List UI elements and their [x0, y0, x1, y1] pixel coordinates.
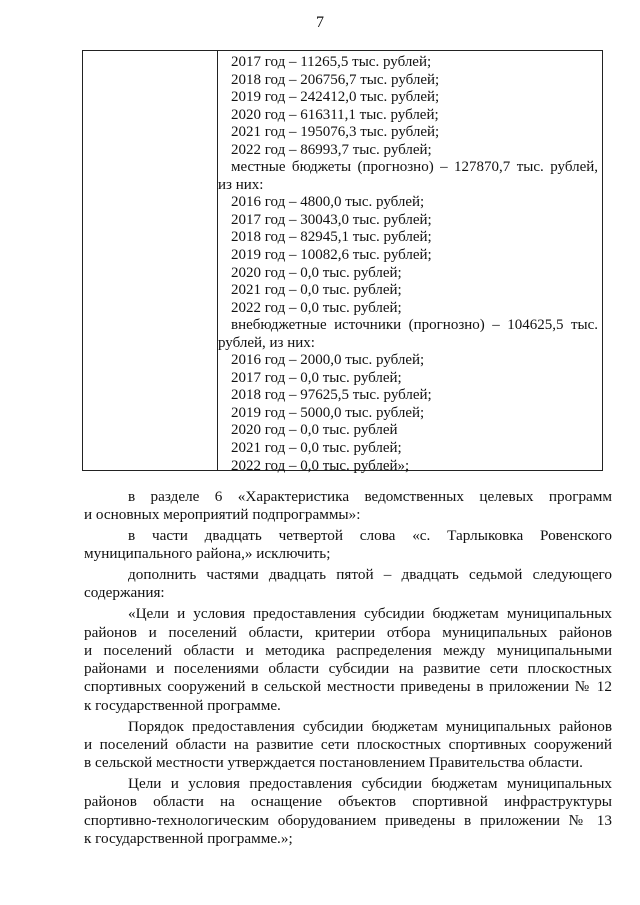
table-line: 2020 год – 0,0 тыс. рублей [231, 422, 398, 439]
table-line: 2019 год – 10082,6 тыс. рублей; [231, 247, 432, 264]
paragraph-line: Порядок предоставления субсидии бюджетам муниципальных районов [128, 717, 612, 735]
paragraph-line: дополнить частями двадцать пятой – двадцать седьмой следующего [128, 566, 612, 584]
paragraph-line: в разделе 6 «Характеристика ведомственных целевых программ [128, 488, 612, 505]
table-line: рублей, из них: [218, 334, 315, 351]
table-line: 2019 год – 242412,0 тыс. рублей; [231, 89, 440, 106]
paragraph [84, 566, 612, 603]
table-line: 2017 год – 30043,0 тыс. рублей; [231, 211, 432, 228]
table-line: из них: [218, 176, 264, 193]
paragraph-line: в сельской местности утверждается постановлением Правительства области. [84, 754, 583, 772]
document-body [84, 488, 612, 851]
paragraph-line: районов и поселений области, критерии отбора муниципальных районов [84, 623, 612, 641]
table-line: 2021 год – 0,0 тыс. рублей; [231, 282, 402, 299]
paragraph-line: «Цели и условия предоставления субсидии бюджетам муниципальных [128, 605, 612, 623]
paragraph-line: спортивно-технологическим оборудованием приведены в приложении № 13 [84, 811, 612, 829]
table-line: 2018 год – 206756,7 тыс. рублей; [231, 71, 440, 88]
paragraph-line: районов области на оснащение объектов спортивной инфраструктуры [84, 793, 612, 811]
paragraph-line: муниципального района,» исключить; [84, 545, 331, 563]
table-line: местные бюджеты (прогнозно) – 127870,7 тыс. рублей, [231, 159, 598, 176]
paragraph [84, 488, 612, 525]
table-line: 2020 год – 616311,1 тыс. рублей; [231, 106, 439, 123]
paragraph-line: и поселений области на развитие сети плоскостных спортивных сооружений [84, 735, 612, 753]
paragraph-line: содержания: [84, 584, 165, 602]
paragraph-line: районами и поселениями области субсидии на развитие сети плоскостных [84, 660, 612, 678]
paragraph [84, 605, 612, 715]
table-line: 2016 год – 2000,0 тыс. рублей; [231, 352, 425, 369]
paragraph [84, 775, 612, 848]
paragraph [84, 718, 612, 773]
table-line: 2020 год – 0,0 тыс. рублей; [231, 264, 402, 281]
paragraph [84, 527, 612, 564]
table-line: 2017 год – 11265,5 тыс. рублей; [231, 54, 432, 70]
page-number: 7 [316, 14, 324, 31]
paragraph-line: Цели и условия предоставления субсидии бюджетам муниципальных [128, 774, 612, 792]
table-line: 2021 год – 0,0 тыс. рублей; [231, 440, 402, 457]
table-right-cell [218, 54, 598, 475]
funding-table [82, 50, 603, 474]
table-line: 2022 год – 0,0 тыс. рублей»; [231, 457, 410, 474]
paragraph-line: к государственной программе. [84, 696, 281, 714]
table-line: 2022 год – 86993,7 тыс. рублей; [231, 141, 432, 158]
table-line: 2017 год – 0,0 тыс. рублей; [231, 369, 402, 386]
table-line: внебюджетные источники (прогнозно) – 104625,5 тыс. [231, 317, 598, 334]
paragraph-line: спортивных сооружений в сельской местности приведены в приложении № 12 [84, 678, 612, 696]
table-line: 2016 год – 4800,0 тыс. рублей; [231, 194, 425, 211]
paragraph-line: и основных мероприятий подпрограммы»: [84, 506, 361, 524]
paragraph-line: и поселений области и методика распределения между муниципальными [84, 641, 612, 659]
paragraph-line: в части двадцать четвертой слова «с. Тарлыковка Ровенского [128, 527, 612, 545]
table-left-cell [83, 51, 218, 470]
table-line: 2021 год – 195076,3 тыс. рублей; [231, 124, 440, 141]
table-line: 2018 год – 97625,5 тыс. рублей; [231, 387, 432, 404]
table-line: 2018 год – 82945,1 тыс. рублей; [231, 229, 432, 246]
table-line: 2022 год – 0,0 тыс. рублей; [231, 299, 402, 316]
paragraph-line: к государственной программе.»; [84, 829, 293, 847]
table-line: 2019 год – 5000,0 тыс. рублей; [231, 404, 425, 421]
